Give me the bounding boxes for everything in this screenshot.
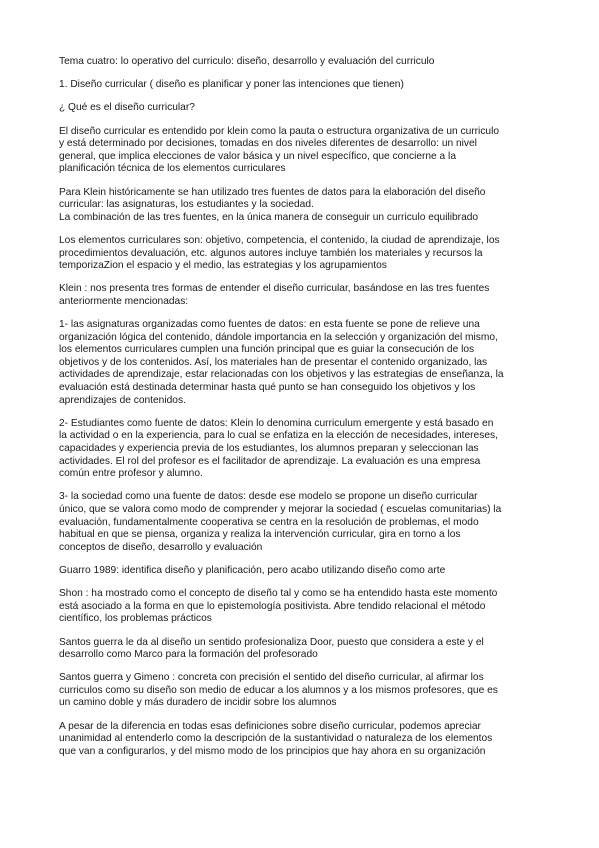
document-title: [59, 56, 547, 69]
text-line: desarrollo como Marco para la formación del profesorado: [59, 649, 318, 661]
text-line: curriculos como su diseño son medio de educar a los alumnos y a los mismos profesores, que es: [59, 684, 498, 696]
text-line: general, que implica elecciones de valor básica y un nivel específico, que concierne a la: [59, 150, 456, 162]
text-line: 3- la sociedad como una fuente de datos: desde ese modelo se propone un diseño curricular: [59, 491, 478, 503]
text-line: Santos guerra y Gimeno : concreta con precisión el sentido del diseño curricular, al afirmar los: [59, 672, 484, 684]
paragraph: [59, 319, 547, 407]
paragraph: [59, 588, 547, 626]
paragraph: [59, 565, 547, 578]
text-line: Tema cuatro: lo operativo del curriculo: diseño, desarrollo y evaluación del curriculo: [59, 56, 435, 67]
text-line: curricular: las asignaturas, los estudiantes y la sociedad.: [59, 199, 314, 211]
text-line: 2- Estudiantes como fuente de datos: Klein lo denomina curriculum emergente y está basado en: [59, 417, 494, 429]
paragraph: [59, 672, 547, 710]
text-line: común entre profesor y alumno.: [59, 468, 203, 480]
text-line: científico, los problemas prácticos: [59, 613, 212, 625]
text-line: evaluación está destinada determinar hasta qué punto se han conseguido los objetivos y los: [59, 382, 476, 394]
text-line: ¿ Qué es el diseño curricular?: [59, 102, 195, 114]
text-line: conceptos de diseño, desarrollo y evaluación: [59, 541, 263, 553]
text-line: que van a configurarlos, y del mismo modo de los principios que hay ahora en su organización: [59, 745, 486, 757]
paragraph: [59, 235, 547, 273]
text-line: objetivos y de los contenidos. Así, los materiales han de presentar el contenido organizado, las: [59, 356, 488, 368]
paragraph: [59, 637, 547, 662]
paragraph: [59, 491, 547, 554]
paragraph: [59, 187, 547, 225]
text-line: y está determinado por decisiones, tomadas en dos niveles diferentes de desarrollo: un nivel: [59, 138, 477, 150]
text-line: unanimidad al entenderlo como la descripción de la sustantividad o naturaleza de los elementos: [59, 733, 493, 745]
text-line: Shon : ha mostrado como el concepto de diseño tal y como se ha entendido hasta este momento: [59, 588, 498, 600]
text-line: La combinación de las tres fuentes, en la única manera de conseguir un curriculo equilibrado: [59, 211, 479, 223]
text-line: Klein : nos presenta tres formas de entender el diseño curricular, basándose en las tres fuentes: [59, 283, 490, 295]
text-line: único, que se valora como modo de comprender y mejorar la sociedad ( escuelas comunitarias) la: [59, 503, 502, 515]
text-line: 1- las asignaturas organizadas como fuentes de datos: en esta fuente se pone de relieve una: [59, 319, 480, 331]
text-line: Los elementos curriculares son: objetivo, competencia, el contenido, la ciudad de aprendizaje, los: [59, 234, 500, 246]
text-line: planificación técnica de los elementos curriculares: [59, 163, 286, 175]
text-line: organización lógica del contenido, dándole importancia en la selección y organización del mismo,: [59, 331, 498, 343]
paragraph: [59, 126, 547, 176]
text-line: El diseño curricular es entendido por klein como la pauta o estructura organizativa de un curriculo: [59, 125, 500, 137]
text-line: un camino doble y más duradero de incidir sobre los alumnos: [59, 697, 337, 709]
paragraph: [59, 721, 547, 759]
text-line: Para Klein históricamente se han utilizado tres fuentes de datos para la elaboración del diseño: [59, 186, 486, 198]
text-line: aprendizajes de contenidos.: [59, 394, 186, 406]
text-line: procedimientos devaluación, etc. algunos autores incluye también los materiales y recursos la: [59, 247, 483, 259]
text-line: habitual en que se piensa, organiza y realiza la intervención curricular, gira en torno a los: [59, 529, 461, 541]
text-line: anteriormente mencionadas:: [59, 295, 189, 307]
text-line: capacidades y experiencia previa de los estudiantes, los alumnos preparan y seleccionan las: [59, 443, 479, 454]
text-line: 1. Diseño curricular ( diseño es planificar y poner las intenciones que tienen): [59, 79, 404, 91]
paragraph: [59, 283, 547, 308]
text-line: está asociado a la forma en que lo epistemología positivista. Abre tendido relacional el método: [59, 600, 486, 612]
paragraph: [59, 418, 547, 481]
text-line: evaluación, fundamentalmente cooperativa se centra en la resolución de problemas, el modo: [59, 516, 479, 528]
paragraph: [59, 102, 547, 115]
text-line: Santos guerra le da al diseño un sentido profesionaliza Door, puesto que considera a este y el: [59, 636, 484, 648]
text-line: actividades. El rol del profesor es el facilitador de aprendizaje. La evaluación es una empresa: [59, 455, 481, 467]
text-line: temporizaZion el espacio y el medio, las estrategias y los agrupamientos: [59, 260, 387, 272]
text-line: los elementos curriculares cumplen una función principal que es guiar la consecución de los: [59, 344, 475, 356]
text-line: A pesar de la diferencia en todas esas definiciones sobre diseño curricular, podemos apreciar: [59, 720, 481, 732]
text-line: Guarro 1989: identifica diseño y planificación, pero acabo utilizando diseño como arte: [59, 564, 446, 576]
text-line: la actividad o en la experiencia, para lo cual se enfatiza en la elección de necesidades, intereses,: [59, 430, 498, 442]
paragraph: [59, 79, 547, 92]
text-line: actividades de aprendizaje, estar relacionadas con los objetivos y las estrategias de enseñanza, la: [59, 369, 504, 381]
